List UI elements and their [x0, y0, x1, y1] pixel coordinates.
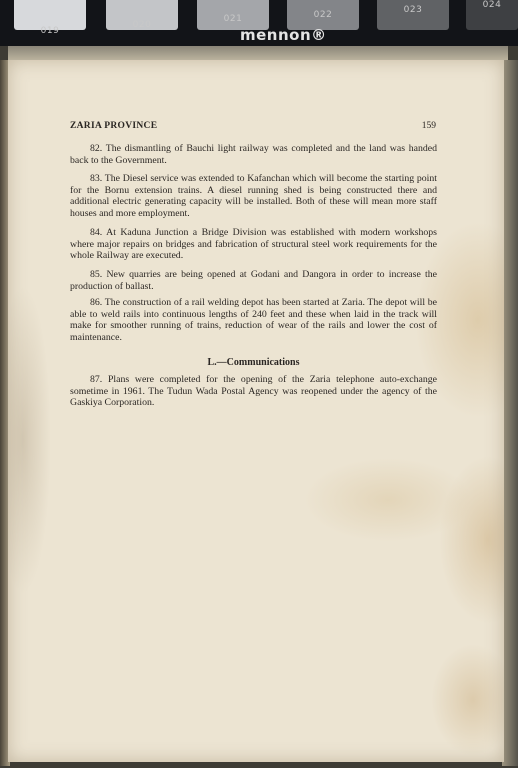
- paragraph-83: 83. The Diesel service was extended to Kafanchan which will become the starting point for the Bornu extension trains. A diesel running shed is being constructed there and additional electric generating capacity will be installed. Both of these will mean more staff houses and more employment.: [70, 173, 437, 219]
- running-head: ZARIA PROVINCE: [70, 121, 158, 131]
- swatch-number: 023: [403, 5, 423, 15]
- color-calibration-strip: [0, 0, 518, 48]
- swatch-number: 022: [313, 10, 333, 20]
- brand-logo: mennon®: [240, 26, 327, 44]
- page-header: [70, 121, 436, 135]
- paragraph-86: 86. The construction of a rail welding depot has been started at Zaria. The depot will be able to weld rails into continuous lengths of 240 feet and these when laid in the track will make for smoother running of trains, reduction of wear of the rails and lower the cost of maintenance.: [70, 297, 437, 343]
- swatch-number: 024: [482, 0, 502, 10]
- paragraph-82: 82. The dismantling of Bauchi light railway was completed and the land was handed back to the Government.: [70, 143, 437, 166]
- paragraph-85: 85. New quarries are being opened at Godani and Dangora in order to increase the production of ballast.: [70, 269, 437, 292]
- section-heading: L.—Communications: [207, 357, 300, 368]
- swatch-number: 021: [223, 14, 243, 24]
- swatch-number: 020: [132, 20, 152, 30]
- paragraph-84: 84. At Kaduna Junction a Bridge Division was established with modern workshops where major repairs on bridges and fabrication of structural steel work requirements for the whole Railway are executed.: [70, 227, 437, 262]
- paragraph-87: 87. Plans were completed for the opening of the Zaria telephone auto-exchange sometime in 1961. The Tudun Wada Postal Agency was reopened under the agency of the Gaskiya Corporation.: [70, 374, 437, 409]
- swatch-number: 019: [40, 26, 60, 36]
- page-number: 159: [421, 121, 436, 131]
- page-right-edge: [502, 60, 518, 766]
